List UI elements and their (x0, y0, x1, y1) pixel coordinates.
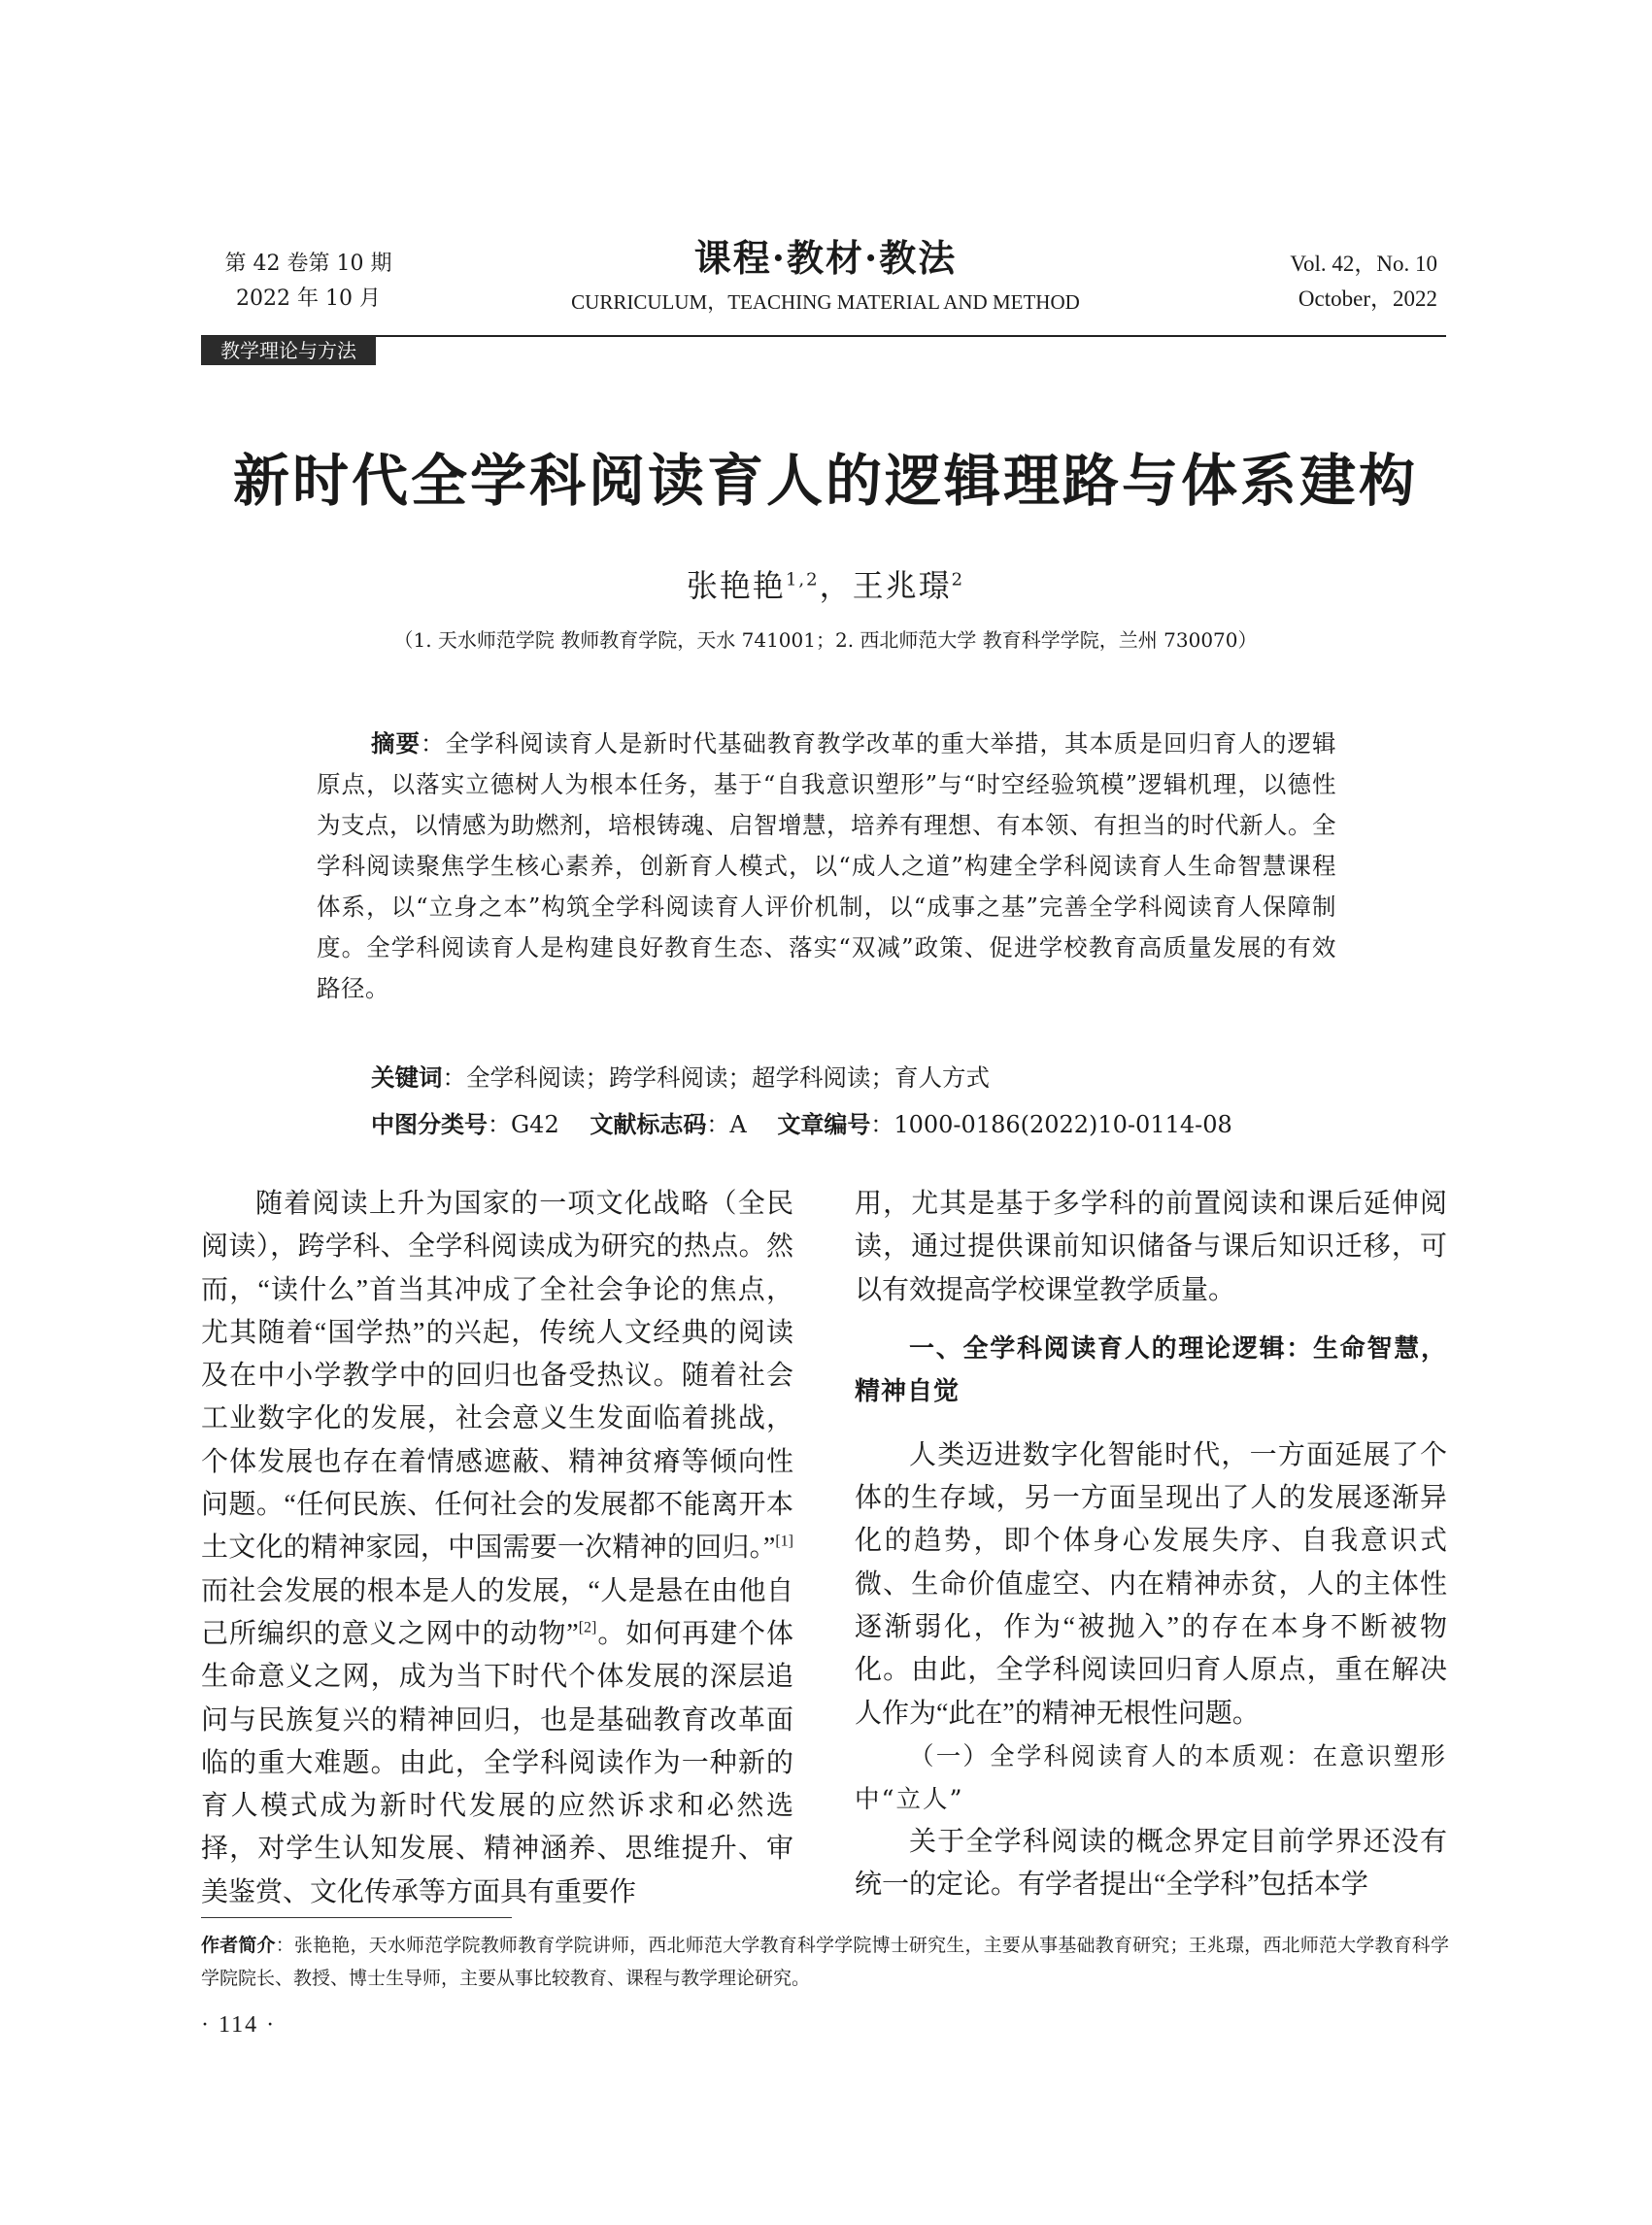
clc-label: 中图分类号 (371, 1111, 488, 1138)
body-text: 随着阅读上升为国家的一项文化战略（全民阅读），跨学科、全学科阅读成为研究的热点。然而，“读什么”首当其冲成了全社会争论的焦点，尤其随着“国学热”的兴起，传统人文经典的阅读及在中小学教学中的回归也备受热议。随着社会工业数字化的发展，社会意义生发面临着挑战，个体发展也存在着情感遮蔽、精神贫瘠等倾向性问题。“任何民族、任何社会的发展都不能离开本土文化的精神家园，中国需要一次精神的回归。” (201, 1189, 793, 1564)
author-name: 王兆璟 (852, 567, 952, 604)
page-number: · 114 · (201, 2012, 277, 2038)
body-paragraph-continued: 用，尤其是基于多学科的前置阅读和课后延伸阅读，通过提供课前知识储备与课后知识迁移，可以有效提高学校课堂教学质量。 (855, 1189, 1447, 1305)
citation-ref: [2] (578, 1619, 597, 1636)
affiliation: （1. 天水师范学院 教师教育学院，天水 741001；2. 西北师范大学 教育科学学院，兰州 730070） (393, 628, 1258, 652)
keywords-text: ：全学科阅读；跨学科阅读；超学科阅读；育人方式 (442, 1063, 990, 1092)
author-affiliation-mark: 2 (951, 569, 965, 590)
body-paragraph (201, 1183, 793, 1914)
body-column-left (201, 1183, 793, 1914)
abstract (317, 724, 1336, 1009)
author-name: 张艳艳 (686, 567, 786, 604)
date-cn: 2022 年 10 月 (236, 287, 381, 311)
footnote-text: ：张艳艳，天水师范学院教师教育学院讲师，西北师范大学教育科学学院博士研究生，主要从事基础教育研究；王兆璟，西北师范大学教育科学学院院长、教授、博士生导师，主要从事比较教育、课程与教学理论研究。 (201, 1935, 1449, 1989)
footnote-rule (201, 1917, 512, 1918)
subsection-heading: （一）全学科阅读育人的本质观：在意识塑形中“立人” (855, 1741, 1447, 1814)
keywords (371, 1061, 1342, 1096)
section-heading: 一、全学科阅读育人的理论逻辑：生命智慧，精神自觉 (855, 1333, 1447, 1406)
doc-code-value: ：A (706, 1111, 747, 1138)
header-rule (201, 335, 1446, 337)
header-volume-en (1243, 247, 1437, 317)
body-text: 。如何再建个体生命意义之网，成为当下时代个体发展的深层追问与民族复兴的精神回归，也是基础教育改革面临的重大难题。由此，全学科阅读作为一种新的育人模式成为新时代发展的应然诉求和必然选择，对学生认知发展、精神涵养、思维提升、审美鉴赏、文化传承等方面具有重要作 (201, 1618, 793, 1907)
clc-value: ：G42 (488, 1111, 559, 1138)
volume-issue-cn: 第 42 卷第 10 期 (224, 252, 392, 276)
abstract-text: ：全学科阅读育人是新时代基础教育教学改革的重大举措，其本质是回归育人的逻辑原点，以落实立德树人为根本任务，基于“自我意识塑形”与“时空经验筑模”逻辑机理，以德性为支点，以情感为助燃剂，培根铸魂、启智增慧，培养有理想、有本领、有担当的时代新人。全学科阅读聚焦学生核心素养，创新育人模式，以“成人之道”构建全学科阅读育人生命智慧课程体系，以“立身之本”构筑全学科阅读育人评价机制，以“成事之基”完善全学科阅读育人保障制度。全学科阅读育人是构建良好教育生态、落实“双减”政策、促进学校教育高质量发展的有效路径。 (317, 729, 1336, 1002)
author-affiliation-mark: 1,2 (785, 569, 820, 590)
header-volume-cn (223, 247, 393, 317)
keywords-label: 关键词 (371, 1063, 443, 1092)
footnote-label: 作者简介 (201, 1935, 276, 1956)
author-line (340, 561, 1311, 606)
body-paragraph: 人类迈进数字化智能时代，一方面延展了个体的生存域，另一方面呈现出了人的发展逐渐异化的趋势，即个体身心发展失序、自我意识式微、生命价值虚空、内在精神赤贫，人的主体性逐渐弱化，作为“被抛入”的存在本身不断被物化。由此，全学科阅读回归育人原点，重在解决人作为“此在”的精神无根性问题。 (855, 1439, 1447, 1729)
body-column-right (855, 1183, 1447, 1907)
classification-line (371, 1107, 1439, 1142)
citation-ref: [1] (775, 1534, 793, 1551)
journal-masthead (505, 233, 1146, 317)
journal-name-en: CURRICULUM，TEACHING MATERIAL AND METHOD (571, 290, 1080, 314)
body-paragraph: 关于全学科阅读的概念界定目前学界还没有统一的定论。有学者提出“全学科”包括本学 (855, 1826, 1447, 1901)
author-footnote (201, 1929, 1449, 1995)
body-text: 而社会发展的根本是人的发展，“人是悬在由他自己所编织的意义之网中的动物” (201, 1575, 793, 1649)
article-number-label: 文章编号 (777, 1111, 871, 1138)
journal-name-cn: 课程·教材·教法 (693, 236, 958, 280)
abstract-label: 摘要 (371, 729, 421, 758)
date-en: October，2022 (1298, 287, 1437, 311)
article-number-value: ：1000-0186(2022)10-0114-08 (870, 1111, 1232, 1138)
author-separator: ， (819, 567, 853, 604)
article-title: 新时代全学科阅读育人的逻辑理路与体系建构 (232, 448, 1418, 514)
section-tag: 教学理论与方法 (201, 336, 376, 365)
volume-issue-en: Vol. 42，No. 10 (1290, 252, 1437, 276)
doc-code-label: 文献标志码 (590, 1111, 707, 1138)
